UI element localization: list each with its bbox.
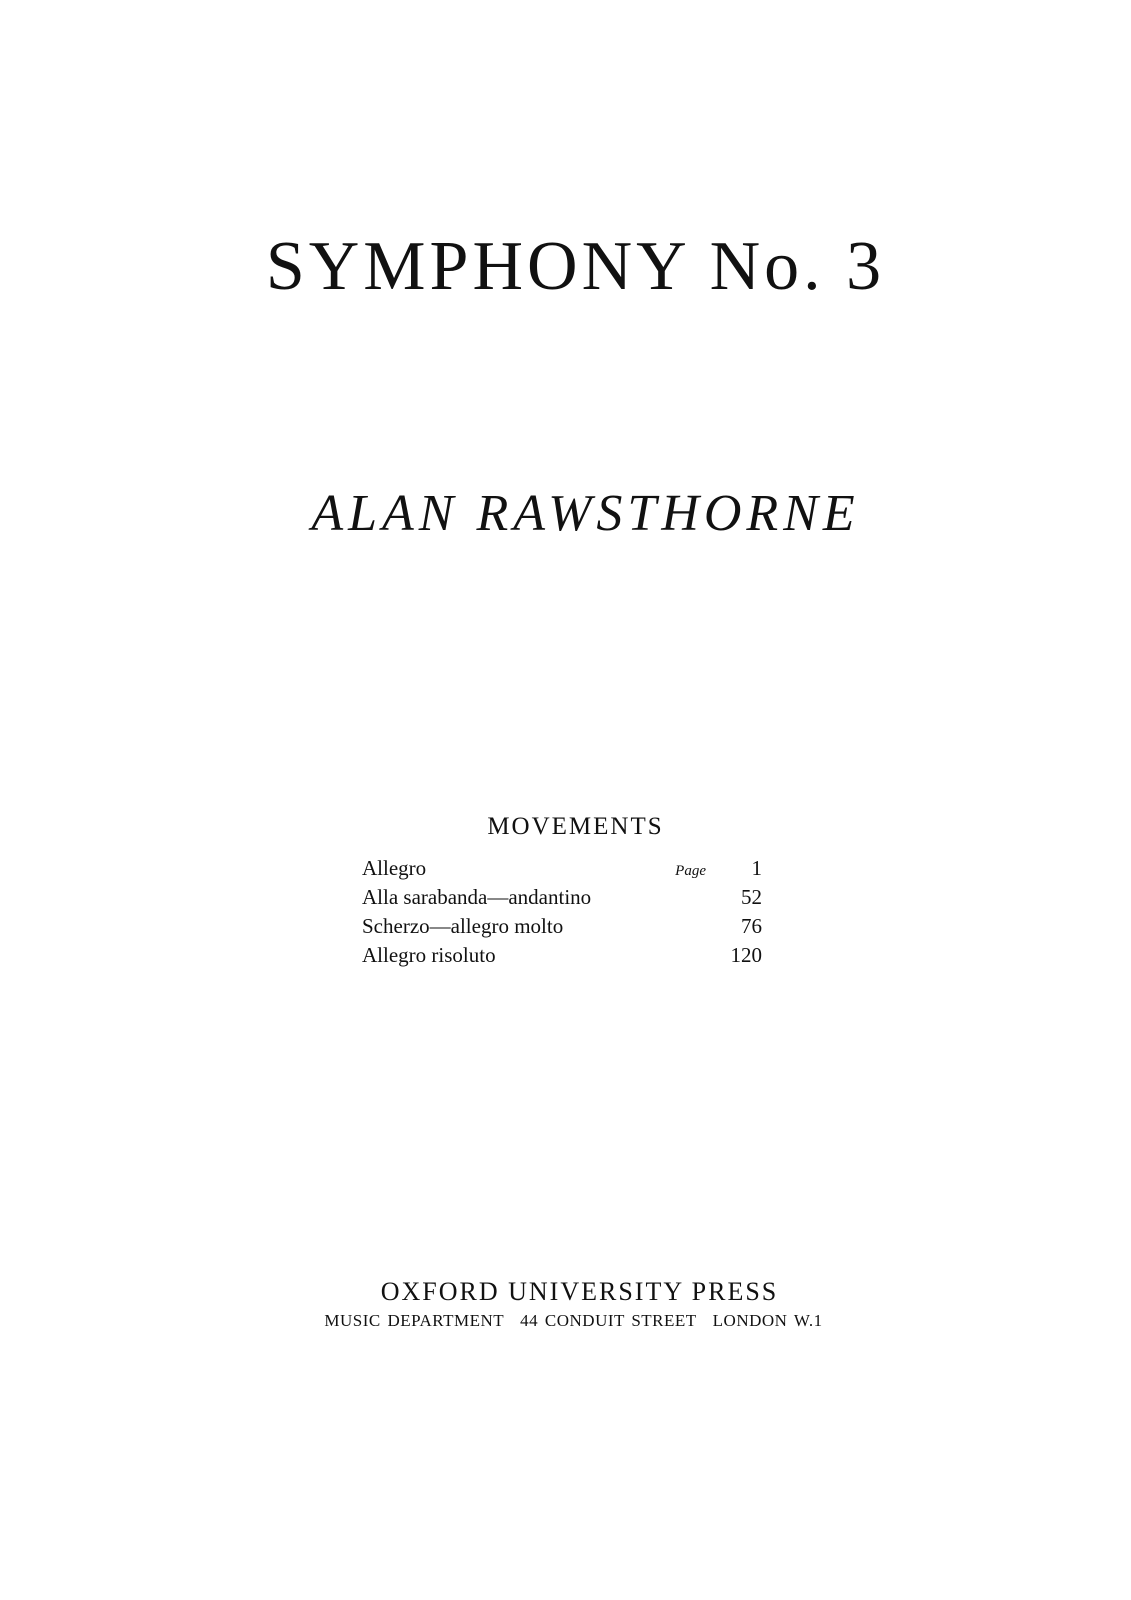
publisher-name: OXFORD UNIVERSITY PRESS [380, 1277, 779, 1306]
movement-row [362, 912, 762, 941]
movement-row [362, 883, 762, 912]
publisher-city: LONDON W.1 [712, 1311, 823, 1330]
page-title: SYMPHONY No. 3 [265, 228, 886, 305]
publisher-street: 44 CONDUIT STREET [520, 1311, 697, 1330]
movement-row [362, 854, 762, 883]
movement-page-number: 52 [741, 885, 762, 909]
composer-name: ALAN RAWSTHORNE [311, 485, 860, 542]
movement-name: Allegro risoluto [362, 943, 496, 967]
movement-name: Scherzo—allegro molto [362, 914, 564, 938]
movement-page-number: 76 [741, 914, 762, 938]
publisher-department: MUSIC DEPARTMENT [324, 1311, 505, 1330]
publisher-address [0, 1312, 1131, 1329]
page-label: Page [675, 863, 706, 879]
movement-row [362, 941, 762, 970]
movement-name: Alla sarabanda—andantino [362, 885, 592, 909]
movement-page-number: 120 [730, 943, 762, 967]
movement-page-number: 1 [751, 856, 762, 880]
movements-list [362, 854, 762, 970]
movement-name: Allegro [362, 856, 427, 880]
movements-heading: MOVEMENTS [487, 813, 664, 840]
